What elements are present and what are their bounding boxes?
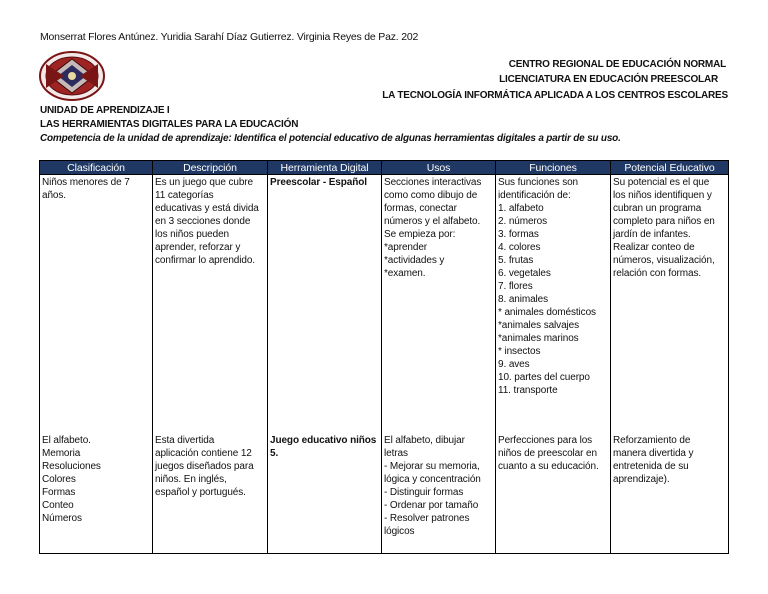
cell-line: 11. transporte xyxy=(498,385,558,396)
cell-line: 3. formas xyxy=(498,229,539,240)
cell-line: 5. xyxy=(270,448,279,459)
cell-line: aprendizaje). xyxy=(613,474,670,485)
cell-line: 11 categorías xyxy=(155,190,214,201)
cell-line: El alfabeto. xyxy=(42,435,91,446)
cell-line: cuanto a su educación. xyxy=(498,461,599,472)
cell-line: jardín de infantes. xyxy=(613,229,691,240)
cell-line: 2. números xyxy=(498,216,548,227)
cell-line: aplicación contiene 12 xyxy=(155,448,252,459)
cell-line: - Mejorar su memoria, xyxy=(384,461,480,472)
cell-line: Se empieza por: xyxy=(384,229,456,240)
cell-line: años. xyxy=(42,190,66,201)
col-header-descripcion: Descripción xyxy=(153,161,268,175)
cell-potencial xyxy=(611,175,729,434)
cell-line: Perfecciones para los xyxy=(498,435,593,446)
cell-line: completo para niños en xyxy=(613,216,715,227)
cell-line: 9. aves xyxy=(498,359,530,370)
cell-line: letras xyxy=(384,448,408,459)
col-header-potencial: Potencial Educativo xyxy=(611,161,729,175)
unit-competence: Competencia de la unidad de aprendizaje: Identifica el potencial educativo de algunas herramientas digitales a partir de su uso. xyxy=(40,133,621,144)
cell-line: * insectos xyxy=(498,346,541,357)
cell-herramienta xyxy=(268,175,382,434)
header-course: LA TECNOLOGÍA INFORMÁTICA APLICADA A LOS CENTROS ESCOLARES xyxy=(382,90,728,101)
cell-line: en 3 secciones donde xyxy=(155,216,251,227)
cell-line: entretenida de su xyxy=(613,461,689,472)
tools-table xyxy=(39,160,729,554)
cell-line: aprender, reforzar y xyxy=(155,242,241,253)
col-header-funciones: Funciones xyxy=(496,161,611,175)
header-program: LICENCIATURA EN EDUCACIÓN PREESCOLAR xyxy=(499,74,718,85)
cell-line: Es un juego que cubre xyxy=(155,177,253,188)
cell-line: Resoluciones xyxy=(42,461,101,472)
cell-line: números, visualización, xyxy=(613,255,715,266)
cell-line: 8. animales xyxy=(498,294,549,305)
cell-clasificacion xyxy=(40,175,153,434)
cell-funciones xyxy=(496,175,611,434)
cell-line: Formas xyxy=(42,487,76,498)
cell-line: Su potencial es el que xyxy=(613,177,710,188)
table-header-row xyxy=(40,161,729,175)
cell-line: 5. frutas xyxy=(498,255,534,266)
cell-line: - Distinguir formas xyxy=(384,487,464,498)
cell-line: 7. flores xyxy=(498,281,533,292)
cell-herramienta xyxy=(268,433,382,554)
col-header-herramienta: Herramienta Digital xyxy=(268,161,382,175)
cell-line: 4. colores xyxy=(498,242,541,253)
cell-line: niños de preescolar en xyxy=(498,448,597,459)
cell-line: Sus funciones son xyxy=(498,177,579,188)
cell-line: *examen. xyxy=(384,268,426,279)
cell-line: - Resolver patrones xyxy=(384,513,470,524)
cell-line: *actividades y xyxy=(384,255,445,266)
cell-funciones xyxy=(496,433,611,554)
cell-line: 1. alfabeto xyxy=(498,203,544,214)
school-crest-logo xyxy=(38,50,106,102)
cell-descripcion xyxy=(153,175,268,434)
cell-usos xyxy=(382,433,496,554)
cell-line: El alfabeto, dibujar xyxy=(384,435,465,446)
cell-line: Números xyxy=(42,513,82,524)
cell-line: 6. vegetales xyxy=(498,268,551,279)
cell-line: educativas y está divida xyxy=(155,203,259,214)
cell-line: *animales marinos xyxy=(498,333,579,344)
cell-line: Conteo xyxy=(42,500,74,511)
cell-line: juegos diseñados para xyxy=(155,461,254,472)
cell-line: Esta divertida xyxy=(155,435,215,446)
cell-line: Preescolar - Español xyxy=(270,177,367,188)
cell-line: *animales salvajes xyxy=(498,320,580,331)
cell-line: lógicos xyxy=(384,526,415,537)
cell-line: Niños menores de 7 xyxy=(42,177,130,188)
cell-line: lógica y concentración xyxy=(384,474,481,485)
cell-line: confirmar lo aprendido. xyxy=(155,255,255,266)
cell-line: Memoria xyxy=(42,448,81,459)
cell-line: manera divertida y xyxy=(613,448,694,459)
cell-line: cubran un programa xyxy=(613,203,702,214)
cell-line: niños. En inglés, xyxy=(155,474,227,485)
cell-line: *aprender xyxy=(384,242,428,253)
cell-line: relación con formas. xyxy=(613,268,702,279)
cell-line: Colores xyxy=(42,474,76,485)
cell-line: formas, conectar xyxy=(384,203,457,214)
table-row xyxy=(40,175,729,434)
col-header-clasificacion: Clasificación xyxy=(40,161,153,175)
cell-line: números y el alfabeto. xyxy=(384,216,481,227)
col-header-usos: Usos xyxy=(382,161,496,175)
cell-line: Realizar conteo de xyxy=(613,242,695,253)
cell-line: Reforzamiento de xyxy=(613,435,691,446)
cell-line: identificación de: xyxy=(498,190,571,201)
unit-subtitle: LAS HERRAMIENTAS DIGITALES PARA LA EDUCACIÓN xyxy=(40,119,299,130)
cell-descripcion xyxy=(153,433,268,554)
cell-usos xyxy=(382,175,496,434)
cell-line: los niños pueden xyxy=(155,229,230,240)
cell-line: Secciones interactivas xyxy=(384,177,482,188)
cell-line: español y portugués. xyxy=(155,487,246,498)
cell-clasificacion xyxy=(40,433,153,554)
unit-title: UNIDAD DE APRENDIZAJE I xyxy=(40,105,170,116)
cell-line: * animales domésticos xyxy=(498,307,596,318)
cell-line: los niños identifiquen y xyxy=(613,190,712,201)
header-institution: CENTRO REGIONAL DE EDUCACIÓN NORMAL xyxy=(508,59,726,70)
unit-block xyxy=(40,104,621,146)
cell-line: 10. partes del cuerpo xyxy=(498,372,590,383)
authors-line: Monserrat Flores Antúnez. Yuridia Sarahí Díaz Gutierrez. Virginia Reyes de Paz. 202 xyxy=(40,31,419,43)
cell-line: Juego educativo niños xyxy=(270,435,377,446)
cell-potencial xyxy=(611,433,729,554)
cell-line: - Ordenar por tamaño xyxy=(384,500,479,511)
table-row xyxy=(40,433,729,554)
cell-line: como como dibujo de xyxy=(384,190,478,201)
